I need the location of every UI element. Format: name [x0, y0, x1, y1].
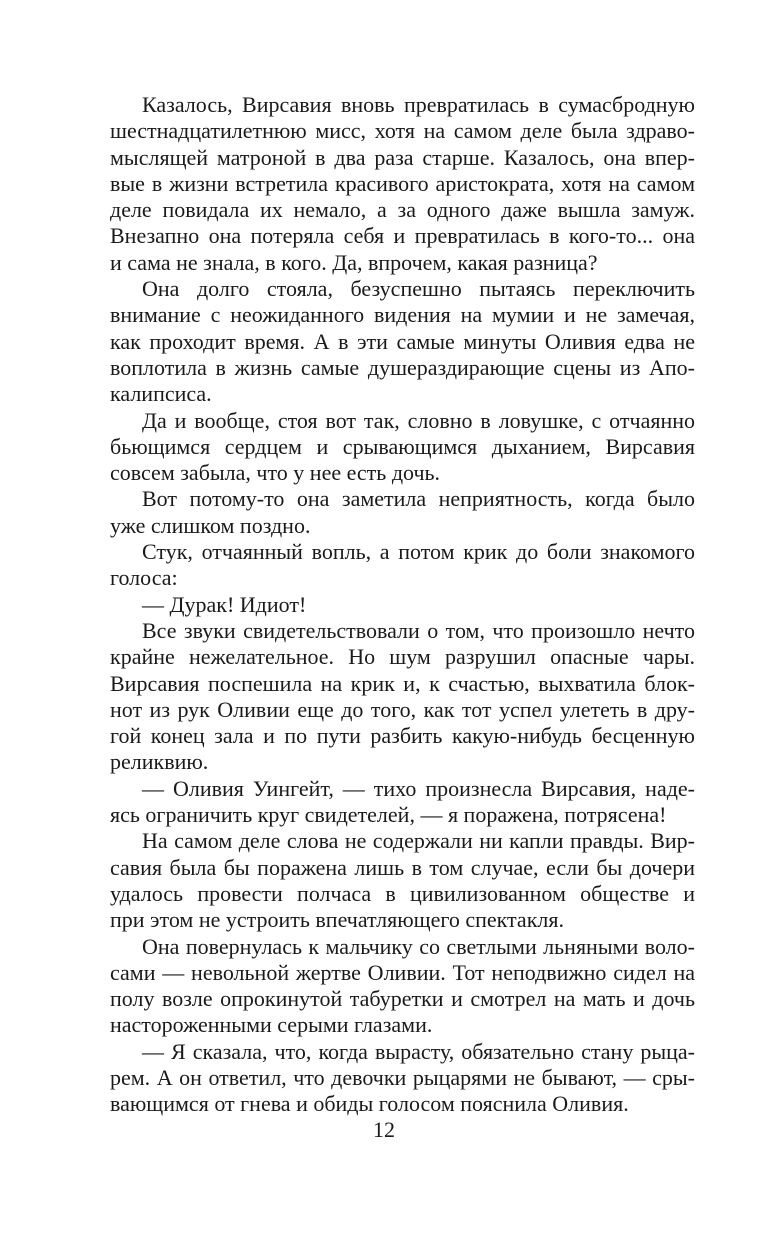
text-line: калипсиса.	[110, 381, 212, 407]
text-line: как проходит время. А в эти самые минуты Оливия едва не	[110, 328, 695, 354]
paragraph	[110, 618, 695, 776]
text-line: Стук, отчаянный вопль, а потом крик до боли знакомого	[142, 539, 695, 565]
paragraph	[110, 408, 695, 487]
text-line: савия была бы поражена лишь в том случае, если бы дочери	[110, 854, 695, 880]
text-line: полу возле опрокинутой табуретки и смотрел на мать и дочь	[110, 986, 695, 1012]
paragraph	[110, 1039, 695, 1118]
page-body	[110, 92, 695, 1118]
page-number: 12	[373, 1117, 395, 1142]
text-line: совсем забыла, что у нее есть дочь.	[110, 460, 441, 486]
text-line: бьющимся сердцем и срывающимся дыханием, Вирсавия	[110, 433, 695, 459]
text-line: крайне нежелательное. Но шум разрушил опасные чары.	[110, 644, 695, 670]
text-line: уже слишком поздно.	[110, 512, 311, 538]
text-line: Она долго стояла, безуспешно пытаясь переключить	[142, 276, 695, 302]
paragraph	[110, 776, 695, 829]
text-line: ясь ограничить круг свидетелей, — я поражена, потрясена!	[110, 802, 667, 828]
text-line: Вирсавия поспешила на крик и, к счастью, выхватила блок-	[110, 670, 695, 696]
text-line: удалось провести полчаса в цивилизованном обществе и	[110, 880, 695, 906]
text-line: Все звуки свидетельствовали о том, что произошло нечто	[142, 617, 695, 643]
text-line: голоса:	[110, 565, 178, 591]
paragraph	[110, 592, 695, 618]
text-line: — Дурак! Идиот!	[142, 591, 307, 617]
text-line: На самом деле слова не содержали ни капли правды. Вир-	[142, 828, 695, 854]
text-line: мыслящей матроной в два раза старше. Казалось, она впер-	[110, 144, 695, 170]
text-line: Казалось, Вирсавия вновь превратилась в сумасбродную	[142, 92, 695, 117]
text-line: реликвию.	[110, 749, 209, 775]
text-line: вые в жизни встретила красивого аристократа, хотя на самом	[110, 170, 695, 196]
text-line: нот из рук Оливии еще до того, как тот успел улететь в дру-	[110, 696, 695, 722]
paragraph	[110, 539, 695, 592]
paragraph	[110, 828, 695, 933]
text-line: Да и вообще, стоя вот так, словно в ловушке, с отчаянно	[142, 407, 695, 433]
text-line: Вот потому-то она заметила неприятность, когда было	[142, 486, 695, 512]
text-line: — Оливия Уингейт, — тихо произнесла Вирсавия, наде-	[142, 775, 695, 801]
text-line: гой конец зала и по пути разбить какую-нибудь бесценную	[110, 723, 695, 749]
text-line: и сама не знала, в кого. Да, впрочем, какая разница?	[110, 249, 598, 275]
text-line: настороженными серыми глазами.	[110, 1012, 433, 1038]
text-line: Внезапно она потеряла себя и превратилась в кого-то... она	[110, 223, 695, 249]
text-line: рем. А он ответил, что девочки рыцарями не бывают, — сры-	[110, 1064, 695, 1090]
text-line: деле повидала их немало, а за одного даже вышла замуж.	[110, 197, 695, 223]
paragraph	[110, 276, 695, 407]
text-line: — Я сказала, что, когда вырасту, обязательно стану рыца-	[142, 1038, 695, 1064]
text-line: шестнадцатилетнюю мисс, хотя на самом деле была здраво-	[110, 118, 695, 144]
text-line: внимание с неожиданного видения на мумии и не замечая,	[110, 302, 695, 328]
text-line: вающимся от гнева и обиды голосом пояснила Оливия.	[110, 1091, 629, 1117]
paragraph	[110, 486, 695, 539]
paragraph	[110, 92, 695, 276]
text-line: Она повернулась к мальчику со светлыми льняными воло-	[142, 933, 695, 959]
text-line: воплотила в жизнь самые душераздирающие сцены из Апо-	[110, 354, 695, 380]
paragraph	[110, 934, 695, 1039]
text-line: при этом не устроить впечатляющего спектакля.	[110, 907, 564, 933]
text-line: сами — невольной жертве Оливии. Тот неподвижно сидел на	[110, 959, 695, 985]
